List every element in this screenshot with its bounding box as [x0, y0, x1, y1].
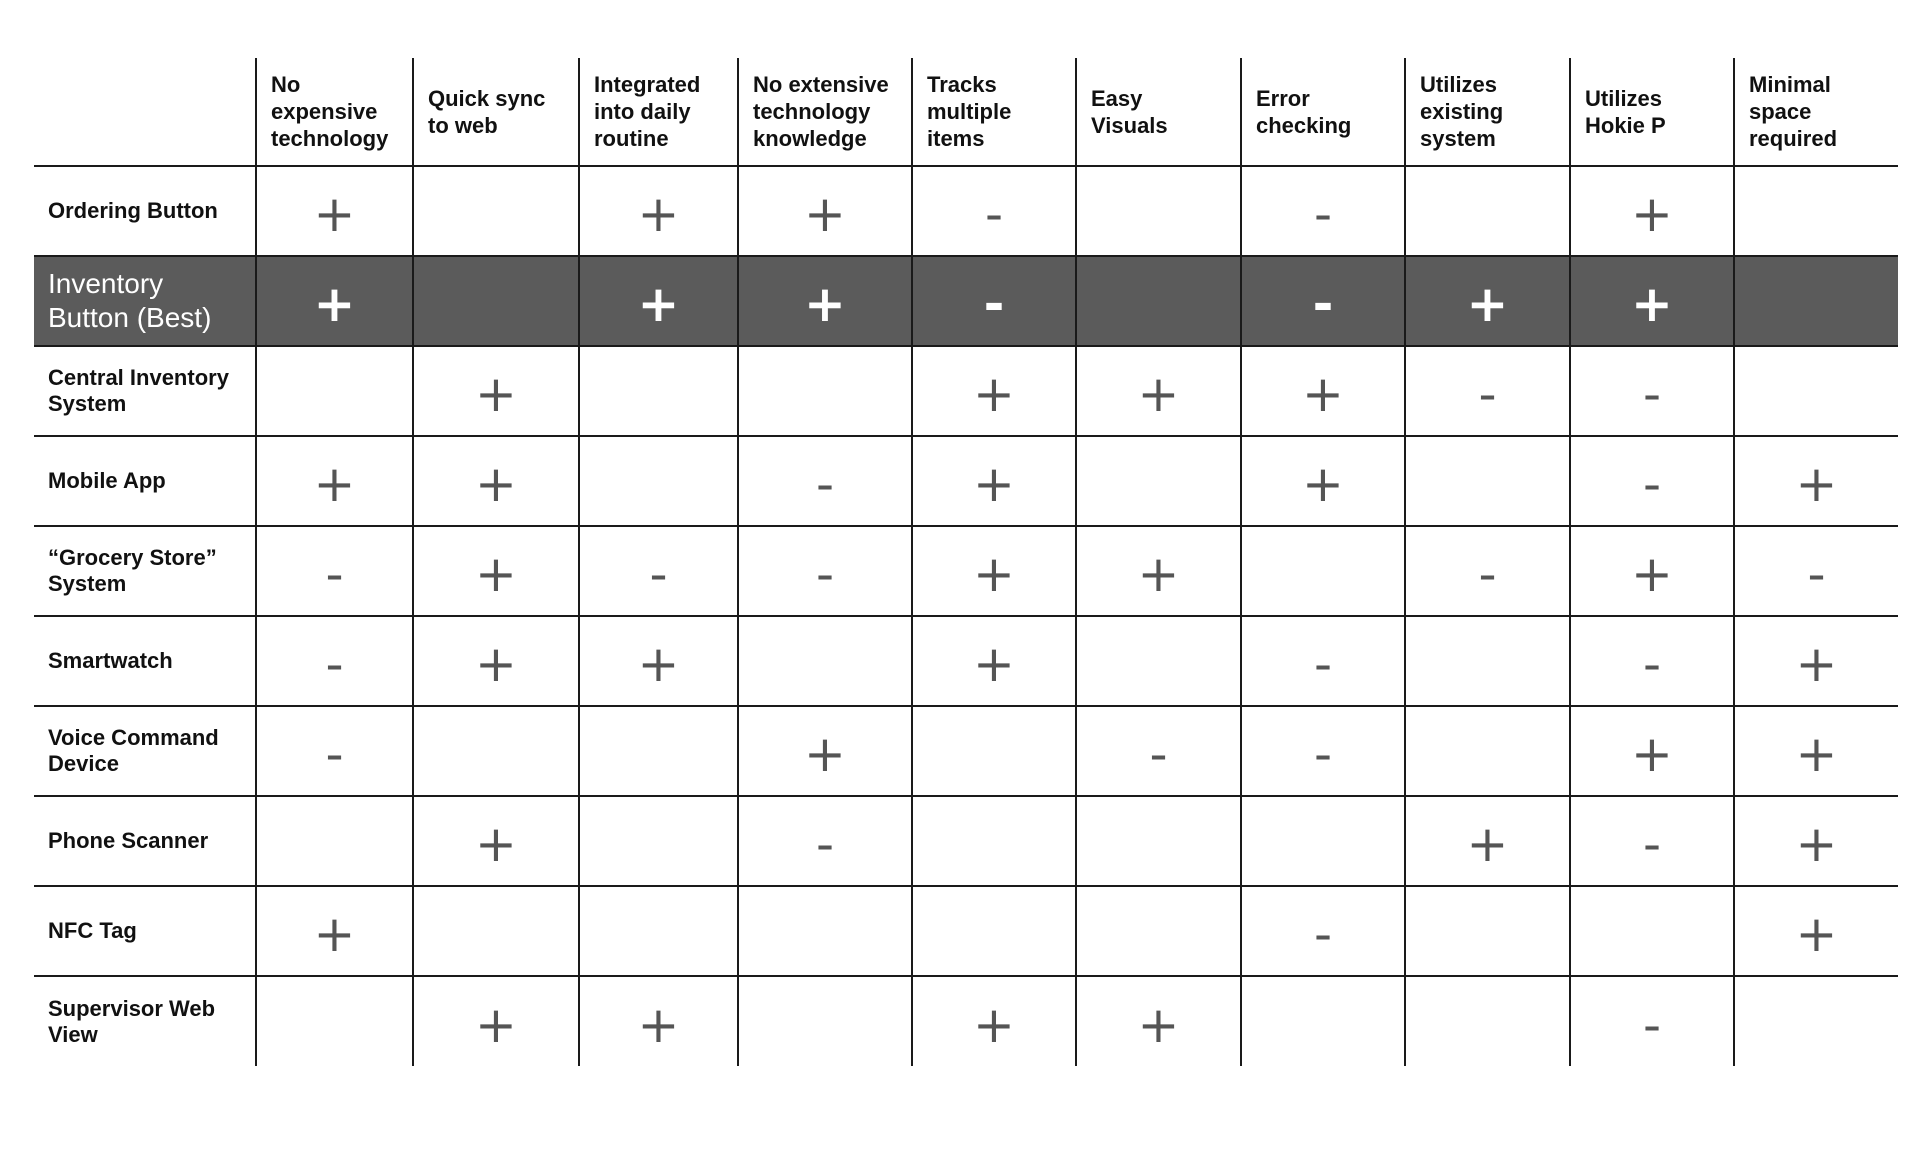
row-label: “Grocery Store” System [34, 526, 256, 616]
plus-mark: + [738, 256, 912, 346]
plus-mark: + [579, 166, 738, 256]
empty-cell [738, 886, 912, 976]
plus-mark: + [1241, 346, 1405, 436]
row-label: Voice Command Device [34, 706, 256, 796]
minus-mark: - [1241, 886, 1405, 976]
empty-cell [579, 706, 738, 796]
empty-cell [1405, 976, 1570, 1066]
minus-mark: - [1570, 346, 1734, 436]
minus-mark: - [256, 616, 413, 706]
table-row [34, 166, 1898, 256]
plus-mark: + [1734, 886, 1898, 976]
column-header: Error checking [1241, 58, 1405, 166]
plus-mark: + [1405, 256, 1570, 346]
empty-cell [579, 436, 738, 526]
plus-mark: + [256, 166, 413, 256]
plus-mark: + [912, 436, 1076, 526]
row-label: Central Inventory System [34, 346, 256, 436]
column-header: Integrated into daily routine [579, 58, 738, 166]
row-label: Supervisor Web View [48, 995, 216, 1047]
decision-matrix [34, 58, 1898, 1066]
row-label: Ordering Button [34, 166, 256, 256]
empty-cell [1076, 886, 1241, 976]
empty-cell [256, 346, 413, 436]
empty-cell [1734, 256, 1898, 346]
minus-mark: - [1405, 346, 1570, 436]
plus-mark: + [256, 256, 413, 346]
empty-cell [1405, 166, 1570, 256]
plus-mark: + [738, 166, 912, 256]
column-header: Utilizes existing system [1405, 58, 1570, 166]
plus-mark: + [579, 256, 738, 346]
empty-cell [413, 706, 579, 796]
column-header: Easy Visuals [1076, 58, 1241, 166]
plus-mark: + [738, 706, 912, 796]
empty-cell [912, 886, 1076, 976]
empty-cell [579, 796, 738, 886]
plus-mark: + [1570, 166, 1734, 256]
minus-mark: - [1241, 256, 1405, 346]
empty-cell [1570, 886, 1734, 976]
plus-mark: + [1076, 346, 1241, 436]
table-row [34, 346, 1898, 436]
empty-cell [1241, 526, 1405, 616]
plus-mark: + [1570, 526, 1734, 616]
plus-mark: + [1570, 706, 1734, 796]
empty-cell [1734, 976, 1898, 1066]
empty-cell [1405, 616, 1570, 706]
row-label: Inventory Button (Best) [34, 256, 256, 346]
row-label: Phone Scanner [34, 796, 256, 886]
empty-cell [1076, 436, 1241, 526]
empty-cell [413, 886, 579, 976]
minus-mark: - [1241, 616, 1405, 706]
plus-mark: + [1076, 526, 1241, 616]
empty-cell [738, 346, 912, 436]
plus-mark: + [1734, 616, 1898, 706]
minus-mark: - [1734, 526, 1898, 616]
plus-mark: + [912, 976, 1076, 1066]
plus-mark: + [1076, 976, 1241, 1066]
minus-mark: - [579, 526, 738, 616]
plus-mark: + [413, 526, 579, 616]
plus-mark: + [579, 976, 738, 1066]
empty-cell [912, 796, 1076, 886]
plus-mark: + [579, 616, 738, 706]
row-label: Mobile App [34, 436, 256, 526]
empty-cell [738, 616, 912, 706]
column-header: Tracks multiple items [912, 58, 1076, 166]
table-row [34, 976, 1898, 1066]
plus-mark: + [1241, 436, 1405, 526]
empty-cell [1734, 346, 1898, 436]
row-label: NFC Tag [34, 886, 256, 976]
plus-mark: + [413, 436, 579, 526]
plus-mark: + [256, 886, 413, 976]
matrix-body [34, 166, 1898, 1066]
column-header: No expensive technology [256, 58, 413, 166]
empty-cell [1405, 706, 1570, 796]
minus-mark: - [256, 706, 413, 796]
empty-cell [413, 256, 579, 346]
table-row [34, 886, 1898, 976]
empty-cell [1405, 436, 1570, 526]
minus-mark: - [256, 526, 413, 616]
empty-cell [1076, 616, 1241, 706]
plus-mark: + [413, 976, 579, 1066]
column-header: Minimal space required [1734, 58, 1898, 166]
table-row [34, 706, 1898, 796]
minus-mark: - [1405, 526, 1570, 616]
empty-cell [738, 976, 912, 1066]
plus-mark: + [1405, 796, 1570, 886]
empty-cell [1734, 166, 1898, 256]
minus-mark: - [1570, 796, 1734, 886]
empty-cell [413, 166, 579, 256]
column-header: No extensive technology knowledge [738, 58, 912, 166]
minus-mark: - [1241, 166, 1405, 256]
plus-mark: + [912, 526, 1076, 616]
minus-mark: - [738, 796, 912, 886]
minus-mark: - [738, 526, 912, 616]
empty-cell [1076, 166, 1241, 256]
empty-cell [1241, 976, 1405, 1066]
plus-mark: + [912, 616, 1076, 706]
empty-cell [579, 346, 738, 436]
plus-mark: + [1570, 256, 1734, 346]
table-row [34, 616, 1898, 706]
header-row [34, 58, 1898, 166]
plus-mark: + [413, 616, 579, 706]
empty-cell [1241, 796, 1405, 886]
empty-cell [256, 976, 413, 1066]
column-header: Quick sync to web [413, 58, 579, 166]
empty-cell [256, 796, 413, 886]
plus-mark: + [1734, 436, 1898, 526]
minus-mark: - [912, 166, 1076, 256]
empty-cell [912, 706, 1076, 796]
plus-mark: + [1734, 796, 1898, 886]
empty-cell [1076, 796, 1241, 886]
plus-mark: + [413, 346, 579, 436]
empty-cell [1076, 256, 1241, 346]
plus-mark: + [256, 436, 413, 526]
row-label: Smartwatch [34, 616, 256, 706]
plus-mark: + [1734, 706, 1898, 796]
table-row [34, 436, 1898, 526]
minus-mark: - [1241, 706, 1405, 796]
table-row-best [34, 256, 1898, 346]
empty-cell [579, 886, 738, 976]
minus-mark: - [1570, 616, 1734, 706]
table-row [34, 796, 1898, 886]
plus-mark: + [912, 346, 1076, 436]
empty-cell [1405, 886, 1570, 976]
table-row [34, 526, 1898, 616]
column-header: Utilizes Hokie P [1570, 58, 1734, 166]
plus-mark: + [413, 796, 579, 886]
corner-cell [34, 58, 256, 166]
minus-mark: - [738, 436, 912, 526]
minus-mark: - [1570, 976, 1734, 1066]
minus-mark: - [912, 256, 1076, 346]
minus-mark: - [1570, 436, 1734, 526]
minus-mark: - [1076, 706, 1241, 796]
